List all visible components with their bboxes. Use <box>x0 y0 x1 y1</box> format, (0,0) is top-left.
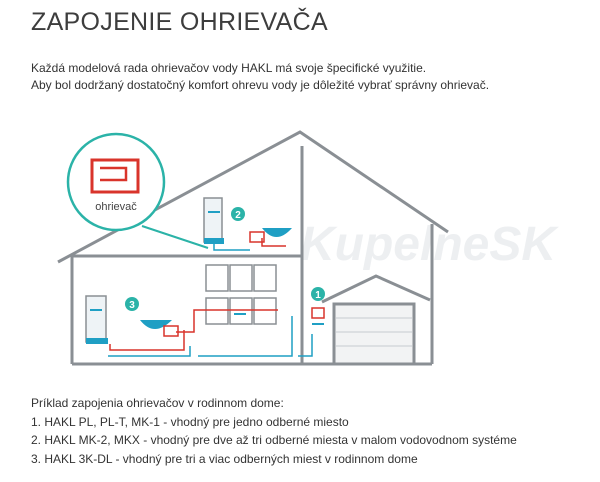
example-item-2: 2. HAKL MK-2, MKX - vhodný pre dve až tri odberné miesta v malom vodovodnom systéme <box>31 433 517 447</box>
badge-1 <box>311 287 325 301</box>
example-list <box>31 394 517 468</box>
house-diagram <box>0 120 600 380</box>
watermark: KupelneSK <box>300 218 557 271</box>
shower-upper <box>204 198 224 244</box>
shower-ground <box>86 296 108 344</box>
example-item-1: 1. HAKL PL, PL-T, MK-1 - vhodný pre jedno odberné miesto <box>31 414 349 429</box>
badge-3 <box>125 297 139 311</box>
svg-text:1: 1 <box>315 290 321 301</box>
page-title: ZAPOJENIE OHRIEVAČA <box>31 8 328 36</box>
svg-text:2: 2 <box>235 210 241 221</box>
kitchen-cabinets <box>206 265 276 324</box>
heater-label: ohrievač <box>95 201 137 213</box>
heater-point-1 <box>312 308 324 318</box>
intro-text <box>31 60 489 94</box>
example-item-3: 3. HAKL 3K-DL - vhodný pre tri a viac odberných miest v rodinnom dome <box>31 451 418 466</box>
svg-text:3: 3 <box>129 300 135 311</box>
intro-line-1: Každá modelová rada ohrievačov vody HAKL má svoje špecifické využitie. <box>31 61 427 75</box>
badge-2 <box>231 207 245 221</box>
sink-upper <box>250 228 292 242</box>
sink-ground <box>140 320 178 336</box>
heater-icon <box>92 160 138 192</box>
example-heading: Príklad zapojenia ohrievačov v rodinnom dome: <box>31 396 284 410</box>
garage <box>322 276 430 364</box>
intro-line-2: Aby bol dodržaný dostatočný komfort ohrevu vody je dôležité vybrať správny ohrievač. <box>31 78 490 92</box>
